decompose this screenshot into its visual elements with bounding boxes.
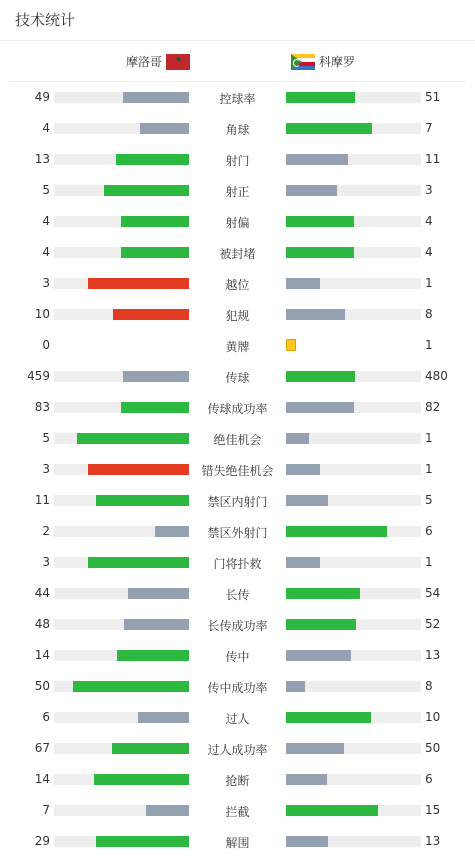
stat-row [0, 299, 475, 330]
away-bar [286, 650, 351, 661]
away-bar [286, 433, 309, 444]
stat-label: 过人 [225, 712, 250, 726]
stat-row [0, 733, 475, 764]
home-bar [73, 681, 189, 692]
stat-label: 拦截 [225, 805, 250, 819]
home-value: 459 [27, 369, 50, 383]
away-bar-track [286, 650, 421, 661]
home-bar-track [54, 557, 189, 568]
stat-row [0, 702, 475, 733]
home-value: 67 [34, 741, 50, 755]
away-bar [286, 371, 355, 382]
home-bar-track [54, 247, 189, 258]
away-bar-track [286, 495, 421, 506]
home-bar-track [54, 154, 189, 165]
stat-row [0, 423, 475, 454]
home-bar-track [54, 588, 189, 599]
home-bar-track [54, 650, 189, 661]
stat-row [0, 671, 475, 702]
home-value: 6 [42, 710, 50, 724]
away-bar [286, 712, 371, 723]
stat-label: 控球率 [219, 92, 256, 106]
home-bar [140, 123, 189, 134]
stat-label: 绝佳机会 [213, 433, 262, 447]
home-value: 3 [42, 462, 50, 476]
stat-label: 抢断 [225, 774, 250, 788]
home-bar-track [54, 495, 189, 506]
stat-row [0, 609, 475, 640]
away-value: 1 [425, 338, 433, 352]
home-bar [94, 774, 189, 785]
home-bar [146, 805, 189, 816]
home-value: 4 [42, 121, 50, 135]
away-value: 50 [425, 741, 441, 755]
away-bar-track [286, 743, 421, 754]
home-value: 14 [34, 648, 50, 662]
away-bar-track [286, 619, 421, 630]
home-bar-track [54, 836, 189, 847]
away-value: 52 [425, 617, 441, 631]
away-bar-track [286, 371, 421, 382]
stat-row [0, 268, 475, 299]
home-bar [128, 588, 189, 599]
home-bar-track [54, 92, 189, 103]
stat-row [0, 144, 475, 175]
away-value: 7 [425, 121, 433, 135]
stat-label: 传球 [225, 371, 250, 385]
away-value: 6 [425, 772, 433, 786]
stat-label: 长传成功率 [207, 619, 268, 633]
stat-row [0, 485, 475, 516]
stat-label: 射偏 [225, 216, 250, 230]
header-divider [0, 40, 475, 41]
away-bar-track [286, 123, 421, 134]
away-value: 51 [425, 90, 441, 104]
away-value: 10 [425, 710, 441, 724]
away-value: 54 [425, 586, 441, 600]
stat-label: 解围 [225, 836, 250, 850]
stat-row [0, 454, 475, 485]
stat-label: 射正 [225, 185, 250, 199]
home-bar [96, 836, 189, 847]
stat-row [0, 826, 475, 857]
home-bar [121, 247, 189, 258]
stat-label: 长传 [225, 588, 250, 602]
stat-label: 过人成功率 [207, 743, 268, 757]
away-bar-track [286, 185, 421, 196]
stat-label: 射门 [225, 154, 250, 168]
away-bar [286, 805, 378, 816]
away-bar [286, 681, 305, 692]
home-bar [124, 619, 189, 630]
home-bar-track [54, 278, 189, 289]
away-bar-track [286, 805, 421, 816]
away-bar [286, 309, 345, 320]
away-value: 1 [425, 431, 433, 445]
home-value: 4 [42, 214, 50, 228]
stat-label: 黄牌 [225, 340, 250, 354]
home-value: 44 [34, 586, 50, 600]
away-bar-track [286, 557, 421, 568]
away-bar [286, 495, 328, 506]
away-value: 15 [425, 803, 441, 817]
home-bar-track [54, 681, 189, 692]
away-bar-track [286, 464, 421, 475]
home-value: 3 [42, 276, 50, 290]
stat-label: 被封堵 [219, 247, 256, 261]
away-value: 480 [425, 369, 448, 383]
away-value: 5 [425, 493, 433, 507]
morocco-flag-icon [166, 54, 190, 70]
away-bar [286, 619, 356, 630]
away-bar-track [286, 774, 421, 785]
home-bar [104, 185, 189, 196]
stat-row [0, 392, 475, 423]
stat-row [0, 764, 475, 795]
away-value: 4 [425, 214, 433, 228]
away-bar-track [286, 309, 421, 320]
home-bar-track [54, 805, 189, 816]
stat-row [0, 640, 475, 671]
away-bar [286, 123, 372, 134]
away-value: 6 [425, 524, 433, 538]
away-bar-track [286, 154, 421, 165]
away-bar [286, 278, 320, 289]
away-bar-track [286, 247, 421, 258]
away-bar-track [286, 681, 421, 692]
home-value: 83 [34, 400, 50, 414]
stat-row [0, 330, 475, 361]
away-bar [286, 216, 354, 227]
home-bar [88, 278, 189, 289]
stat-label: 错失绝佳机会 [201, 464, 274, 478]
home-team [126, 53, 190, 70]
away-value: 3 [425, 183, 433, 197]
away-value: 1 [425, 462, 433, 476]
away-value: 13 [425, 648, 441, 662]
home-bar-track [54, 712, 189, 723]
home-value: 10 [34, 307, 50, 321]
stat-label: 传球成功率 [207, 402, 268, 416]
page-title: 技术统计 [15, 11, 76, 29]
home-bar-track [54, 433, 189, 444]
home-bar-track [54, 123, 189, 134]
stat-label: 犯规 [225, 309, 250, 323]
home-bar [88, 464, 189, 475]
stat-label: 传中 [225, 650, 250, 664]
home-value: 5 [42, 183, 50, 197]
home-bar-track [54, 371, 189, 382]
away-value: 13 [425, 834, 441, 848]
home-bar [121, 216, 189, 227]
home-bar [123, 92, 189, 103]
away-value: 1 [425, 276, 433, 290]
comoros-flag-icon [291, 54, 315, 70]
home-bar-track [54, 619, 189, 630]
home-value: 14 [34, 772, 50, 786]
away-bar [286, 774, 327, 785]
away-bar-track [286, 92, 421, 103]
away-bar-track [286, 278, 421, 289]
home-bar [155, 526, 189, 537]
away-bar [286, 185, 337, 196]
away-bar-track [286, 402, 421, 413]
away-bar-track [286, 588, 421, 599]
away-value: 4 [425, 245, 433, 259]
home-value: 3 [42, 555, 50, 569]
stat-label: 禁区内射门 [207, 495, 268, 509]
stat-row [0, 82, 475, 113]
stat-label: 传中成功率 [207, 681, 268, 695]
home-bar-track [54, 526, 189, 537]
stat-row [0, 547, 475, 578]
away-bar [286, 92, 355, 103]
stat-row [0, 578, 475, 609]
stat-label: 越位 [225, 278, 250, 292]
away-bar [286, 402, 354, 413]
home-bar [116, 154, 189, 165]
home-value: 2 [42, 524, 50, 538]
home-value: 49 [34, 90, 50, 104]
yellow-card-icon [286, 339, 296, 351]
away-bar [286, 588, 360, 599]
away-bar [286, 836, 328, 847]
away-bar [286, 154, 348, 165]
home-bar [96, 495, 189, 506]
away-bar-track [286, 526, 421, 537]
stat-row [0, 516, 475, 547]
home-value: 7 [42, 803, 50, 817]
home-bar [77, 433, 189, 444]
home-bar-track [54, 464, 189, 475]
home-bar [138, 712, 189, 723]
stat-row [0, 795, 475, 826]
home-bar-track [54, 216, 189, 227]
away-bar [286, 557, 320, 568]
away-value: 82 [425, 400, 441, 414]
away-bar-track [286, 433, 421, 444]
away-team-name: 科摩罗 [319, 55, 356, 69]
home-bar-track [54, 309, 189, 320]
stat-label: 门将扑救 [213, 557, 262, 571]
home-value: 11 [34, 493, 50, 507]
home-bar-track [54, 402, 189, 413]
away-bar-track [286, 836, 421, 847]
away-team [291, 53, 355, 70]
away-bar [286, 464, 320, 475]
home-bar [121, 402, 189, 413]
home-bar-track [54, 774, 189, 785]
away-bar-track [286, 712, 421, 723]
stat-row [0, 237, 475, 268]
home-bar [88, 557, 189, 568]
stat-row [0, 175, 475, 206]
away-bar [286, 526, 387, 537]
away-bar [286, 247, 354, 258]
stat-row [0, 361, 475, 392]
stat-row [0, 206, 475, 237]
stat-label: 角球 [225, 123, 250, 137]
away-bar-track [286, 216, 421, 227]
away-value: 1 [425, 555, 433, 569]
home-bar-track [54, 743, 189, 754]
stat-row [0, 113, 475, 144]
home-bar [113, 309, 189, 320]
away-value: 11 [425, 152, 441, 166]
home-bar [112, 743, 189, 754]
home-value: 13 [34, 152, 50, 166]
away-bar [286, 743, 344, 754]
home-value: 48 [34, 617, 50, 631]
home-value: 4 [42, 245, 50, 259]
stat-label: 禁区外射门 [207, 526, 268, 540]
home-bar-track [54, 185, 189, 196]
home-bar [123, 371, 189, 382]
away-value: 8 [425, 307, 433, 321]
home-team-name: 摩洛哥 [126, 55, 163, 69]
home-value: 5 [42, 431, 50, 445]
home-value: 0 [42, 338, 50, 352]
home-bar [117, 650, 189, 661]
home-value: 50 [34, 679, 50, 693]
home-value: 29 [34, 834, 50, 848]
away-value: 8 [425, 679, 433, 693]
